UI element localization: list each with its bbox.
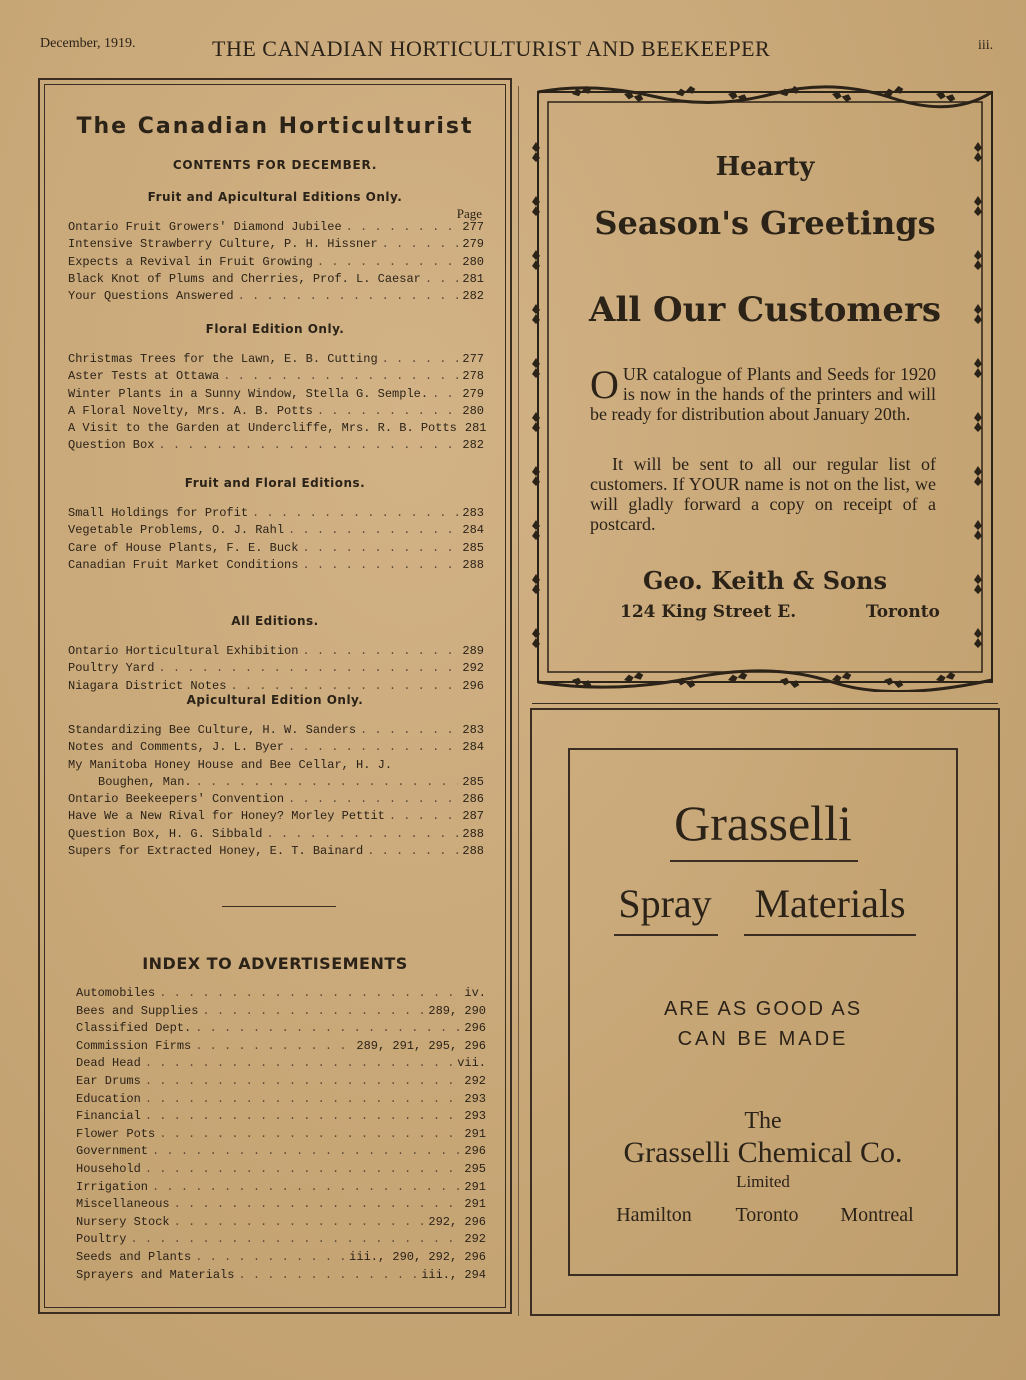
entry-page: 288 bbox=[462, 826, 484, 841]
contents-section-heading: Fruit and Floral Editions. bbox=[184, 476, 366, 490]
dot-leader bbox=[302, 644, 458, 658]
dot-leader bbox=[174, 1215, 425, 1229]
dot-leader bbox=[159, 1127, 460, 1141]
dot-leader bbox=[288, 523, 458, 537]
ad-pages: 292 bbox=[464, 1232, 486, 1247]
dot-leader bbox=[302, 541, 458, 555]
holly-leaf bbox=[974, 358, 982, 378]
contents-entry bbox=[68, 352, 484, 369]
contents-entry bbox=[68, 723, 484, 740]
contents-section-list bbox=[68, 723, 484, 861]
ad-index-entry bbox=[76, 1268, 486, 1286]
dot-leader bbox=[159, 986, 460, 1000]
greeting-seasons: Season's Greetings bbox=[594, 204, 936, 242]
dot-leader bbox=[317, 404, 459, 418]
entry-title: Have We a New Rival for Honey? Morley Pettit bbox=[68, 809, 385, 824]
ad-category: Seeds and Plants bbox=[76, 1249, 192, 1264]
contents-entry bbox=[68, 758, 484, 775]
entry-page: 284 bbox=[462, 523, 484, 538]
dot-leader bbox=[195, 1021, 460, 1035]
page-column-label: Page bbox=[456, 206, 482, 221]
entry-title: Question Box bbox=[68, 438, 155, 453]
entry-title: Black Knot of Plums and Cherries, Prof. L. Caesar bbox=[68, 271, 421, 286]
entry-page: 296 bbox=[462, 678, 484, 693]
postcard-paragraph: It will be sent to all our regular list of customers. If YOUR name is not on the list, we will gladly forward a copy on receipt of a postcard. bbox=[590, 454, 936, 534]
ad-index-entry bbox=[76, 1215, 486, 1233]
ad-pages: 291 bbox=[464, 1197, 486, 1212]
entry-page: 282 bbox=[462, 289, 484, 304]
entry-title: Boughen, Man. bbox=[98, 774, 192, 789]
dot-leader bbox=[238, 289, 459, 303]
keith-greetings-ad bbox=[532, 82, 998, 692]
contents-section-list bbox=[68, 352, 487, 456]
tagline-line1: ARE AS GOOD AS bbox=[663, 998, 863, 1020]
ad-pages: 289, 291, 295, 296 bbox=[356, 1038, 486, 1053]
ad-index-entry bbox=[76, 1021, 486, 1039]
dot-leader bbox=[145, 1056, 453, 1070]
entry-page: 283 bbox=[462, 506, 484, 520]
contents-section-heading: Apicultural Edition Only. bbox=[186, 693, 364, 707]
ad-index-entry bbox=[76, 1109, 486, 1127]
page-number: iii. bbox=[978, 38, 994, 53]
entry-title: Vegetable Problems, O. J. Rahl bbox=[68, 523, 285, 538]
entry-title: Supers for Extracted Honey, E. T. Bainard bbox=[68, 844, 364, 859]
city-montreal: Montreal bbox=[840, 1204, 914, 1226]
contents-entry bbox=[68, 289, 484, 306]
contents-entry bbox=[68, 237, 484, 254]
entry-title: Expects a Revival in Fruit Growing bbox=[68, 254, 313, 269]
city-toronto: Toronto bbox=[735, 1204, 799, 1226]
city-hamilton: Hamilton bbox=[616, 1204, 692, 1226]
catalogue-text: UR catalogue of Plants and Seeds for 1920 is now in the hands of the printers and will be ready for distribution about January 20th. bbox=[590, 364, 936, 424]
company-limited: Limited bbox=[736, 1172, 790, 1191]
dot-leader bbox=[158, 661, 458, 675]
ad-pages: 295 bbox=[464, 1161, 486, 1176]
contents-entry bbox=[68, 404, 484, 421]
brand-underline bbox=[670, 860, 858, 862]
grasselli-brand: Grasselli bbox=[674, 795, 852, 851]
ad-index-entry bbox=[76, 1092, 486, 1110]
ad-pages: 293 bbox=[464, 1091, 486, 1106]
ad-pages: iv. bbox=[464, 986, 486, 1000]
grasselli-top-rule bbox=[532, 703, 998, 704]
entry-title: Ontario Fruit Growers' Diamond Jubilee bbox=[68, 220, 342, 234]
ad-index-entry bbox=[76, 1180, 486, 1198]
contents-entry bbox=[68, 740, 484, 757]
ad-index-entry bbox=[76, 1162, 486, 1180]
dot-leader bbox=[238, 1268, 417, 1282]
ad-index-entry bbox=[76, 1074, 486, 1092]
ad-category: Nursery Stock bbox=[76, 1214, 170, 1229]
dot-leader bbox=[346, 220, 459, 234]
ad-category: Education bbox=[76, 1091, 141, 1106]
entry-page: 280 bbox=[462, 403, 484, 418]
masthead-title: THE CANADIAN HORTICULTURIST AND BEEKEEPER bbox=[212, 36, 771, 61]
entry-page: 279 bbox=[462, 386, 484, 401]
dot-leader bbox=[288, 740, 458, 754]
ad-index-entry bbox=[76, 1004, 486, 1022]
ad-category: Irrigation bbox=[76, 1179, 149, 1194]
issue-date: December, 1919. bbox=[40, 36, 136, 51]
contents-entry bbox=[68, 369, 484, 386]
dot-leader bbox=[145, 1109, 461, 1123]
dot-leader bbox=[202, 1004, 424, 1018]
entry-page: 281 bbox=[464, 421, 487, 436]
dot-leader bbox=[288, 792, 458, 806]
ad-category: Bees and Supplies bbox=[76, 1003, 199, 1018]
holly-leaf bbox=[974, 412, 982, 432]
tagline-line2: CAN BE MADE bbox=[677, 1028, 849, 1050]
contents-entry bbox=[68, 661, 484, 678]
column-separator bbox=[518, 86, 519, 1316]
holly-leaf bbox=[974, 466, 982, 486]
keith-address: 124 King Street E. bbox=[620, 602, 797, 622]
dot-leader bbox=[174, 1197, 461, 1211]
entry-page: 280 bbox=[462, 254, 484, 269]
ad-pages: vii. bbox=[457, 1056, 486, 1071]
keith-company-name: Geo. Keith & Sons bbox=[643, 566, 887, 595]
dot-leader bbox=[317, 255, 459, 269]
entry-title: Poultry Yard bbox=[68, 661, 155, 676]
ad-pages: 291 bbox=[464, 1179, 486, 1194]
entry-title: Question Box, H. G. Sibbald bbox=[68, 826, 263, 841]
entry-title: Care of House Plants, F. E. Buck bbox=[68, 540, 299, 555]
contents-entry bbox=[68, 387, 484, 404]
contents-entry bbox=[68, 523, 484, 540]
dot-leader bbox=[230, 679, 458, 693]
contents-entry bbox=[68, 558, 484, 575]
entry-page: 287 bbox=[462, 809, 484, 824]
grasselli-company-name: Grasselli Chemical Co. bbox=[623, 1136, 903, 1169]
entry-page: 281 bbox=[462, 271, 484, 286]
ad-index-entry bbox=[76, 1127, 486, 1145]
ad-pages: iii., 290, 292, 296 bbox=[349, 1249, 486, 1264]
contents-section-heading: Floral Edition Only. bbox=[205, 322, 345, 336]
dot-leader bbox=[145, 1092, 461, 1106]
contents-entry bbox=[68, 421, 487, 438]
holly-leaf bbox=[974, 250, 982, 270]
holly-leaf bbox=[974, 520, 982, 540]
ad-pages: 296 bbox=[464, 1021, 486, 1036]
dot-leader bbox=[196, 775, 459, 789]
product-word-materials: Materials bbox=[754, 881, 906, 926]
ad-index-entry bbox=[76, 1144, 486, 1162]
ad-pages: 289, 290 bbox=[428, 1003, 486, 1018]
contents-section-list bbox=[68, 506, 484, 575]
spray-underline bbox=[614, 934, 718, 936]
ad-index-entry bbox=[76, 1250, 486, 1268]
entry-page: 277 bbox=[462, 220, 484, 234]
dot-leader bbox=[223, 369, 458, 383]
entry-title: Your Questions Answered bbox=[68, 289, 234, 304]
entry-title: Standardizing Bee Culture, H. W. Sanders bbox=[68, 723, 357, 737]
contents-entry bbox=[68, 220, 484, 237]
contents-section-list bbox=[68, 644, 484, 696]
entry-page: 279 bbox=[462, 237, 484, 252]
contents-entry bbox=[68, 809, 484, 826]
dot-leader bbox=[145, 1162, 461, 1176]
dot-leader bbox=[195, 1250, 345, 1264]
greeting-customers: All Our Customers bbox=[588, 290, 942, 330]
entry-page: 278 bbox=[462, 369, 484, 384]
contents-entry bbox=[68, 792, 484, 809]
ad-index-entries bbox=[76, 986, 486, 1285]
ad-index-entry bbox=[76, 1232, 486, 1250]
ad-pages: 292, 296 bbox=[428, 1214, 486, 1229]
company-the: The bbox=[744, 1108, 782, 1134]
entry-title: Ontario Beekeepers' Convention bbox=[68, 792, 285, 807]
dot-leader bbox=[158, 438, 458, 452]
ad-category: Financial bbox=[76, 1109, 141, 1124]
entry-title: Christmas Trees for the Lawn, E. B. Cutting bbox=[68, 352, 378, 366]
contents-box bbox=[38, 78, 512, 1314]
dot-leader bbox=[195, 1039, 352, 1053]
entry-page: 292 bbox=[462, 661, 484, 676]
ad-category: Ear Drums bbox=[76, 1073, 141, 1088]
entry-title: Notes and Comments, J. L. Byer bbox=[68, 740, 285, 755]
entry-page: 288 bbox=[462, 557, 484, 572]
contents-entry bbox=[68, 255, 484, 272]
dot-leader bbox=[432, 387, 458, 401]
dot-leader bbox=[382, 352, 459, 366]
entry-page: 288 bbox=[462, 844, 484, 859]
dot-leader bbox=[382, 237, 459, 251]
dot-leader bbox=[152, 1180, 460, 1194]
ad-index-entry bbox=[76, 986, 486, 1004]
ad-pages: 293 bbox=[464, 1109, 486, 1124]
ad-category: Sprayers and Materials bbox=[76, 1267, 235, 1282]
greeting-hearty: Hearty bbox=[715, 152, 815, 182]
ad-category: Dead Head bbox=[76, 1056, 141, 1071]
dot-leader bbox=[266, 827, 458, 841]
contents-entry bbox=[68, 827, 484, 844]
contents-section-heading: Fruit and Apicultural Editions Only. bbox=[147, 190, 403, 204]
ad-index-entry bbox=[76, 1039, 486, 1057]
ad-category: Government bbox=[76, 1144, 149, 1159]
ad-pages: 296 bbox=[464, 1144, 486, 1159]
contents-entry bbox=[68, 644, 484, 661]
ad-pages: 291 bbox=[464, 1126, 486, 1141]
keith-city: Toronto bbox=[866, 602, 940, 622]
entry-title: Winter Plants in a Sunny Window, Stella G. Semple. bbox=[68, 386, 429, 401]
dot-leader bbox=[425, 272, 459, 286]
ad-category: Household bbox=[76, 1161, 141, 1176]
magazine-title: The Canadian Horticulturist bbox=[76, 114, 474, 139]
entry-page: 285 bbox=[462, 540, 484, 555]
product-word-spray: Spray bbox=[618, 881, 712, 926]
ad-pages: iii., 294 bbox=[421, 1267, 486, 1282]
contents-section-list bbox=[68, 220, 484, 306]
ad-index-heading: INDEX TO ADVERTISEMENTS bbox=[142, 954, 408, 973]
entry-page: 282 bbox=[462, 438, 484, 453]
entry-title: A Floral Novelty, Mrs. A. B. Potts bbox=[68, 403, 313, 418]
dot-leader bbox=[302, 558, 458, 572]
dot-leader bbox=[252, 506, 458, 520]
entry-title: Niagara District Notes bbox=[68, 678, 227, 693]
ad-category: Commission Firms bbox=[76, 1038, 192, 1053]
entry-page: 277 bbox=[462, 352, 484, 366]
entry-title: Intensive Strawberry Culture, P. H. Hissner bbox=[68, 237, 378, 252]
dot-leader bbox=[360, 723, 458, 737]
dot-leader bbox=[389, 809, 459, 823]
entry-page: 285 bbox=[462, 774, 484, 789]
entry-page: 284 bbox=[462, 740, 484, 755]
ad-index-entry bbox=[76, 1197, 486, 1215]
ad-pages: 292 bbox=[464, 1073, 486, 1088]
contents-entry bbox=[68, 844, 484, 861]
contents-entry bbox=[68, 541, 484, 558]
holly-leaf bbox=[974, 628, 982, 648]
ad-category: Poultry bbox=[76, 1232, 127, 1247]
entry-title: Small Holdings for Profit bbox=[68, 506, 249, 520]
entry-title: A Visit to the Garden at Undercliffe, Mrs. R. B. Potts bbox=[68, 421, 457, 436]
catalogue-paragraph bbox=[590, 364, 936, 424]
contents-section-heading: All Editions. bbox=[231, 614, 319, 628]
entry-page: 283 bbox=[462, 723, 484, 737]
ad-category: Classified Dept. bbox=[76, 1021, 192, 1036]
dot-leader bbox=[145, 1074, 461, 1088]
contents-entry bbox=[68, 506, 484, 523]
contents-heading: CONTENTS FOR DECEMBER. bbox=[172, 158, 378, 172]
dot-leader bbox=[130, 1232, 460, 1246]
entry-title: Ontario Horticultural Exhibition bbox=[68, 644, 299, 658]
dot-leader bbox=[152, 1144, 460, 1158]
drop-cap: O bbox=[590, 362, 619, 407]
ad-index-entry bbox=[76, 1056, 486, 1074]
contents-entry bbox=[68, 438, 484, 455]
contents-entry bbox=[68, 272, 484, 289]
entry-title: Canadian Fruit Market Conditions bbox=[68, 557, 299, 572]
entry-title: Aster Tests at Ottawa bbox=[68, 369, 220, 384]
ad-category: Flower Pots bbox=[76, 1126, 156, 1141]
section-divider bbox=[222, 906, 336, 907]
ad-category: Automobiles bbox=[76, 986, 156, 1000]
materials-underline bbox=[744, 934, 916, 936]
contents-entry bbox=[68, 775, 484, 792]
dot-leader bbox=[367, 844, 458, 858]
entry-page: 289 bbox=[462, 644, 484, 658]
ad-category: Miscellaneous bbox=[76, 1197, 170, 1212]
entry-title: My Manitoba Honey House and Bee Cellar, H. J. bbox=[68, 757, 393, 772]
entry-page: 286 bbox=[462, 792, 484, 807]
